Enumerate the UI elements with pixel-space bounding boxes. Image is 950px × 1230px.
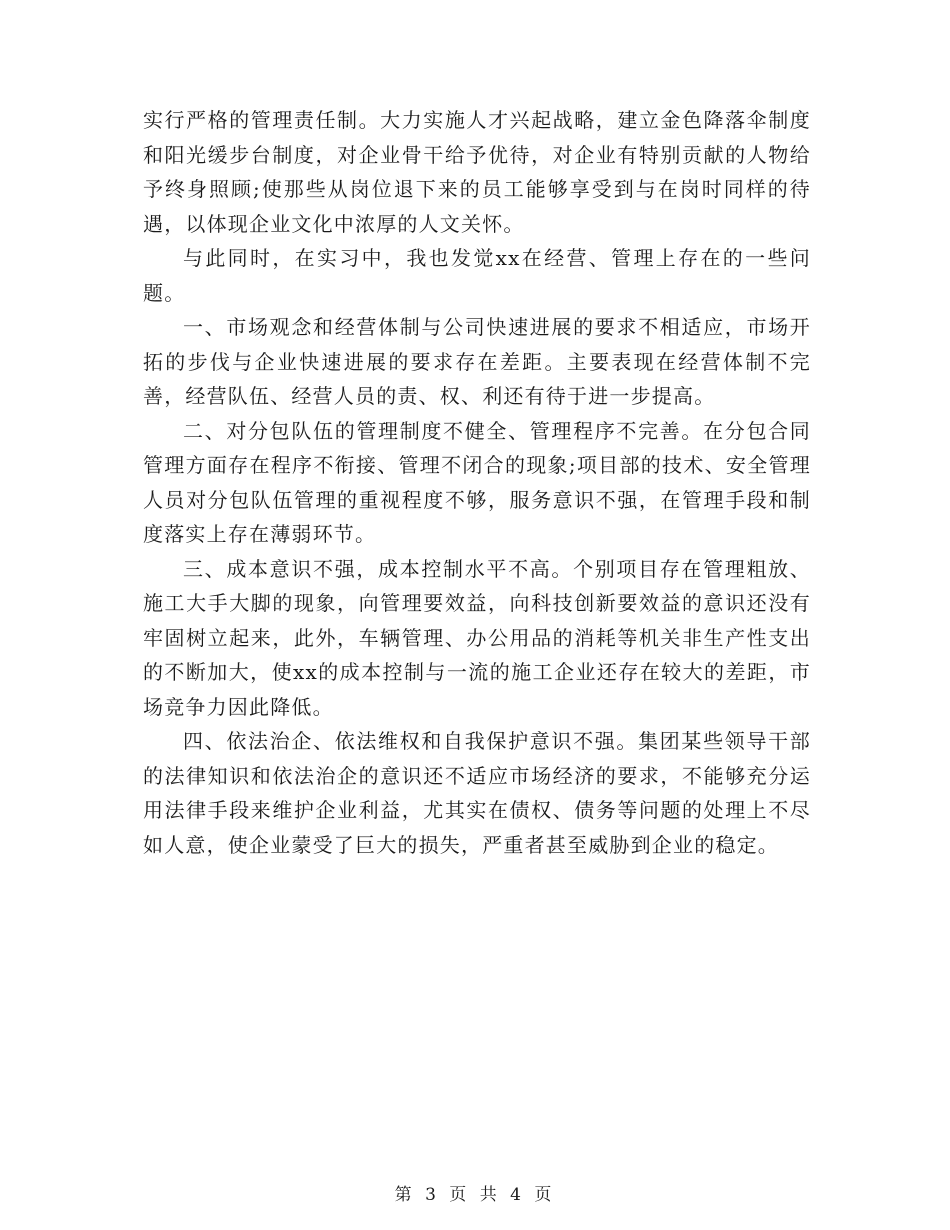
- paragraph-2: 与此同时，在实习中，我也发觉xx在经营、管理上存在的一些问题。: [143, 246, 811, 305]
- page-number-footer: 第 3 页 共 4 页: [394, 1185, 556, 1205]
- paragraph-4: 二、对分包队伍的管理制度不健全、管理程序不完善。在分包合同管理方面存在程序不衔接、管理不闭合的现象;项目部的技术、安全管理人员对分包队伍管理的重视程度不够，服务意识不强，在管理手段和制度落实上存在薄弱环节。: [143, 418, 811, 546]
- paragraph-1: 实行严格的管理责任制。大力实施人才兴起战略，建立金色降落伞制度和阳光缓步台制度，对企业骨干给予优待，对企业有特别贡献的人物给予终身照顾;使那些从岗位退下来的员工能够享受到与在岗时同样的待遇，以体现企业文化中浓厚的人文关怀。: [143, 108, 811, 236]
- paragraph-6: 四、依法治企、依法维权和自我保护意识不强。集团某些领导干部的法律知识和依法治企的意识还不适应市场经济的要求，不能够充分运用法律手段来维护企业利益，尤其实在债权、债务等问题的处理上不尽如人意，使企业蒙受了巨大的损失，严重者甚至威胁到企业的稳定。: [143, 729, 811, 857]
- document-body: [143, 103, 811, 862]
- paragraph-5: 三、成本意识不强，成本控制水平不高。个别项目存在管理粗放、施工大手大脚的现象，向管理要效益，向科技创新要效益的意识还没有牢固树立起来，此外，车辆管理、办公用品的消耗等机关非生产性支出的不断加大，使xx的成本控制与一流的施工企业还存在较大的差距，市场竞争力因此降低。: [143, 556, 811, 719]
- paragraph-3: 一、市场观念和经营体制与公司快速进展的要求不相适应，市场开拓的步伐与企业快速进展的要求存在差距。主要表现在经营体制不完善，经营队伍、经营人员的责、权、利还有待于进一步提高。: [143, 315, 811, 408]
